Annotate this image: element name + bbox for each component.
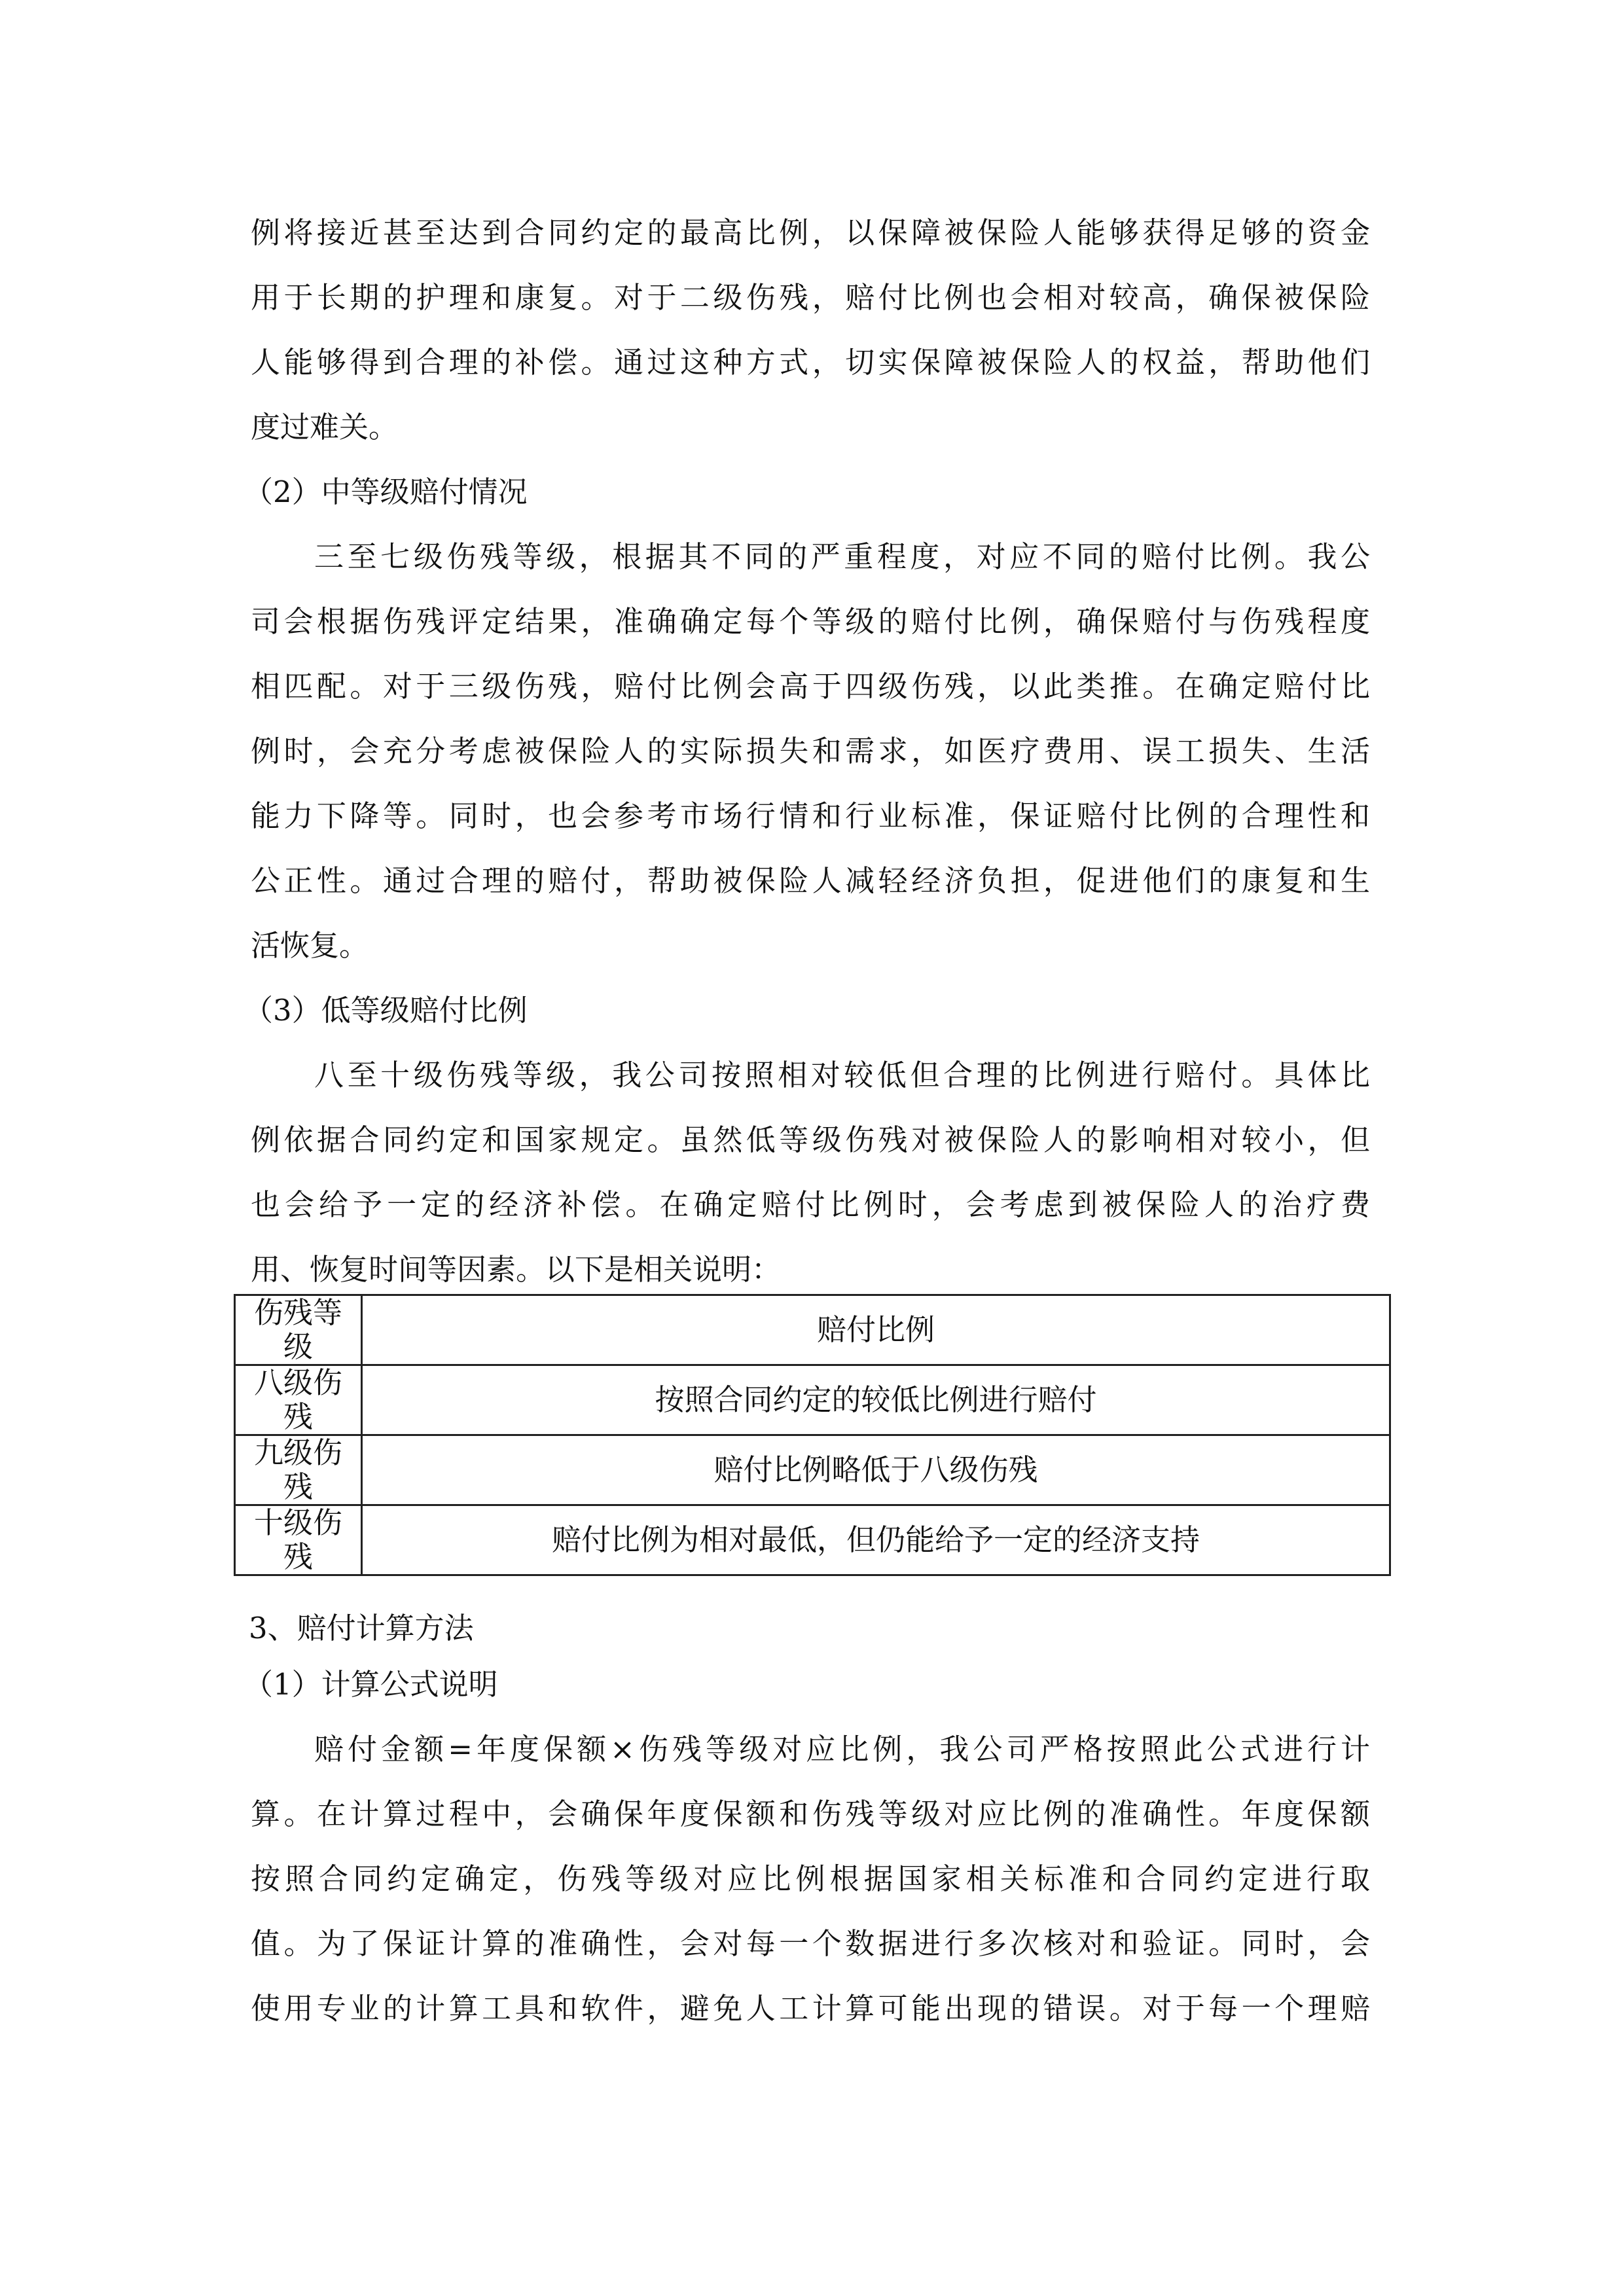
paragraph-line: 赔付金额=年度保额×伤残等级对应比例，我公司严格按照此公式进行计 — [314, 1732, 1370, 1767]
paragraph-line: 按照合同约定确定，伤残等级对应比例根据国家相关标准和合同约定进行取 — [251, 1861, 1370, 1896]
section-heading-medium-grade: （2）中等级赔付情况 — [244, 475, 528, 509]
subsection-heading-formula: （1）计算公式说明 — [244, 1667, 498, 1702]
table-header-cell: 赔付比例 — [362, 1295, 1390, 1365]
table-row — [235, 1505, 1390, 1575]
table-cell: 八级伤残 — [235, 1365, 362, 1435]
paragraph-line: 用、恢复时间等因素。以下是相关说明： — [251, 1252, 782, 1287]
paragraph-line: 三至七级伤残等级，根据其不同的严重程度，对应不同的赔付比例。我公 — [314, 539, 1370, 574]
table-cell: 按照合同约定的较低比例进行赔付 — [362, 1365, 1390, 1435]
paragraph-line: 使用专业的计算工具和软件，避免人工计算可能出现的错误。对于每一个理赔 — [251, 1991, 1370, 2026]
paragraph-line: 相匹配。对于三级伤残，赔付比例会高于四级伤残，以此类推。在确定赔付比 — [251, 669, 1370, 704]
table-cell: 九级伤残 — [235, 1435, 362, 1505]
paragraph-line: 例将接近甚至达到合同约定的最高比例，以保障被保险人能够获得足够的资金 — [251, 215, 1370, 250]
compensation-table — [234, 1294, 1391, 1576]
table-cell: 十级伤残 — [235, 1505, 362, 1575]
paragraph-line: 值。为了保证计算的准确性，会对每一个数据进行多次核对和验证。同时，会 — [251, 1926, 1370, 1961]
paragraph-line: 活恢复。 — [251, 928, 369, 963]
table-cell: 赔付比例略低于八级伤残 — [362, 1435, 1390, 1505]
paragraph-line: 公正性。通过合理的赔付，帮助被保险人减轻经济负担，促进他们的康复和生 — [251, 863, 1370, 898]
table-cell: 赔付比例为相对最低，但仍能给予一定的经济支持 — [362, 1505, 1390, 1575]
paragraph-line: 度过难关。 — [251, 410, 399, 444]
paragraph-line: 例时，会充分考虑被保险人的实际损失和需求，如医疗费用、误工损失、生活 — [251, 734, 1370, 768]
paragraph-line: 能力下降等。同时，也会参考市场行情和行业标准，保证赔付比例的合理性和 — [251, 798, 1370, 833]
paragraph-line: 司会根据伤残评定结果，准确确定每个等级的赔付比例，确保赔付与伤残程度 — [251, 604, 1370, 639]
paragraph-line: 例依据合同约定和国家规定。虽然低等级伤残对被保险人的影响相对较小，但 — [251, 1122, 1370, 1157]
paragraph-line: 人能够得到合理的补偿。通过这种方式，切实保障被保险人的权益，帮助他们 — [251, 345, 1370, 380]
table-header-cell: 伤残等级 — [235, 1295, 362, 1365]
table-row — [235, 1365, 1390, 1435]
paragraph-line: 用于长期的护理和康复。对于二级伤残，赔付比例也会相对较高，确保被保险 — [251, 280, 1370, 315]
table-header-row — [235, 1295, 1390, 1365]
section-heading-calculation-method: 3、赔付计算方法 — [249, 1611, 474, 1645]
paragraph-line: 算。在计算过程中，会确保年度保额和伤残等级对应比例的准确性。年度保额 — [251, 1797, 1370, 1831]
table-row — [235, 1435, 1390, 1505]
section-heading-low-grade: （3）低等级赔付比例 — [244, 993, 528, 1028]
paragraph-line: 也会给予一定的经济补偿。在确定赔付比例时，会考虑到被保险人的治疗费 — [251, 1187, 1370, 1222]
document-page — [244, 215, 1370, 2056]
paragraph-line: 八至十级伤残等级，我公司按照相对较低但合理的比例进行赔付。具体比 — [314, 1058, 1370, 1092]
